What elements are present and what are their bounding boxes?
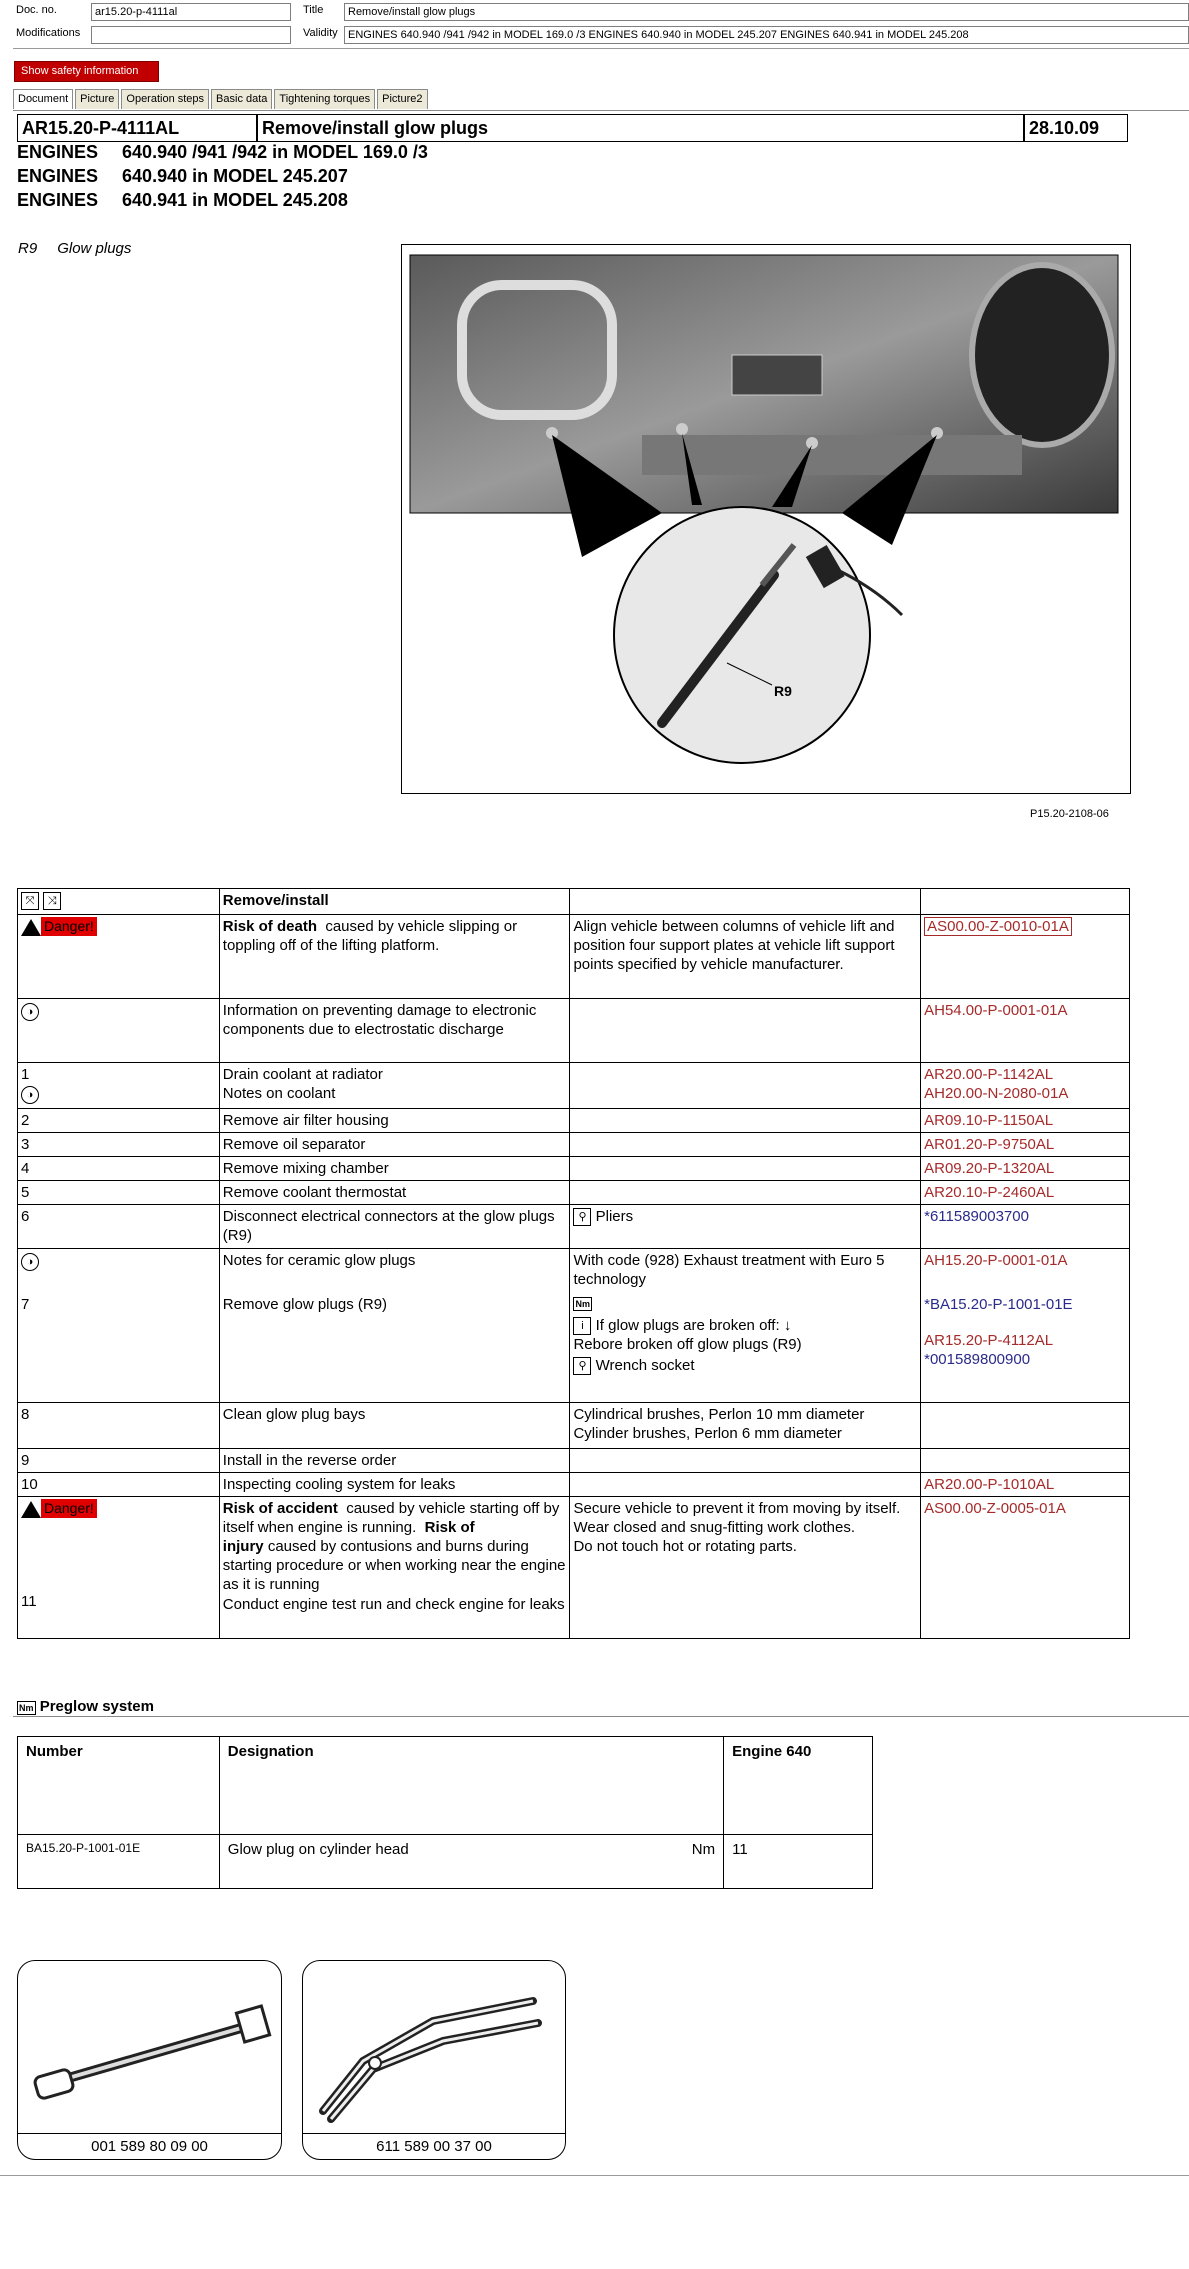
docno-field[interactable]: ar15.20-p-4111al <box>91 3 291 21</box>
engine-photo-illustration <box>402 245 1130 793</box>
validity-label: Validity <box>303 27 338 39</box>
tab-bar <box>13 89 430 109</box>
glow-plug-figure <box>401 244 1131 794</box>
tool-card-wrench-socket[interactable] <box>17 1960 282 2160</box>
title-label: Title <box>303 4 324 16</box>
reference-link[interactable]: AH54.00-P-0001-01A <box>924 1002 1068 1019</box>
reference-link[interactable]: AR20.00-P-1142AL <box>924 1066 1054 1083</box>
table-row: 5 Remove coolant thermostat AR20.10-P-2460AL <box>18 1181 1130 1205</box>
tool-icon: ⚲ <box>573 1357 591 1375</box>
table-row: 2 Remove air filter housing AR09.10-P-1150AL <box>18 1109 1130 1133</box>
torque-reference-link[interactable]: *BA15.20-P-1001-01E <box>924 1296 1073 1313</box>
modifications-field[interactable] <box>91 26 291 44</box>
reference-link[interactable]: AS00.00-Z-0005-01A <box>924 1500 1066 1517</box>
tab-underline <box>13 110 1189 111</box>
warning-triangle-icon <box>21 1501 41 1518</box>
warning-triangle-icon <box>21 919 41 936</box>
tab-tightening-torques[interactable]: Tightening torques <box>274 89 375 109</box>
tool-caption: 611 589 00 37 00 <box>303 2133 565 2159</box>
reference-link[interactable]: AR20.00-P-1010AL <box>924 1476 1055 1493</box>
reference-link[interactable]: AH15.20-P-0001-01A <box>924 1252 1068 1269</box>
table-row: 4 Remove mixing chamber AR09.20-P-1320AL <box>18 1157 1130 1181</box>
info-icon: i <box>573 1317 591 1335</box>
doc-date: 28.10.09 <box>1024 114 1128 142</box>
table-row: 1 ◑ Drain coolant at radiator Notes on coolant AR20.00-P-1142AL AH20.00-N-2080-01A <box>18 1063 1130 1109</box>
validity-field[interactable]: ENGINES 640.940 /941 /942 in MODEL 169.0 /3 ENGINES 640.940 in MODEL 245.207 ENGINES 640.941 in MODEL 245.208 <box>344 26 1189 44</box>
wrench-socket-icon <box>18 1961 281 2131</box>
figure-id: P15.20-2108-06 <box>1030 808 1109 820</box>
reference-link[interactable]: AR09.10-P-1150AL <box>924 1112 1054 1129</box>
tab-picture[interactable]: Picture <box>75 89 119 109</box>
info-circle-icon: ◑ <box>21 1253 39 1271</box>
torque-nm-icon: Nm <box>575 1299 590 1309</box>
table-row: Danger! Risk of death caused by vehicle slipping or toppling off of the lifting platform. Align vehicle between columns of vehicle lift and position four support plates at vehicle lift support points specified by vehicle manufacturer. AS00.00-Z-0010-01A <box>18 915 1130 999</box>
engines-line-1: ENGINES 640.940 /941 /942 in MODEL 169.0 /3 <box>17 142 428 162</box>
table-row: BA15.20-P-1001-01E Glow plug on cylinder head Nm 11 <box>18 1835 873 1889</box>
preglow-heading: Nm Preglow system <box>19 1698 154 1715</box>
table-header-row <box>18 889 1130 915</box>
table-row: 6 Disconnect electrical connectors at the glow plugs (R9) ⚲ Pliers *611589003700 <box>18 1205 1130 1249</box>
table-row: 9 Install in the reverse order <box>18 1449 1130 1473</box>
tool-reference-link[interactable]: *611589003700 <box>924 1208 1029 1225</box>
tab-basic-data[interactable]: Basic data <box>211 89 272 109</box>
tool-reference-link[interactable]: *001589800900 <box>924 1351 1031 1368</box>
tab-document[interactable]: Document <box>13 89 73 109</box>
expand-all-icon[interactable]: ⤧ <box>21 892 39 910</box>
reference-link[interactable]: AR20.10-P-2460AL <box>924 1184 1055 1201</box>
table-row: 8 Clean glow plug bays Cylindrical brushes, Perlon 10 mm diameter Cylinder brushes, Perlon 6 mm diameter <box>18 1403 1130 1449</box>
title-field[interactable]: Remove/install glow plugs <box>344 3 1189 21</box>
pliers-icon <box>303 1961 565 2131</box>
collapse-all-icon[interactable]: ⤨ <box>43 892 61 910</box>
reference-link[interactable]: AR01.20-P-9750AL <box>924 1136 1055 1153</box>
tool-caption: 001 589 80 09 00 <box>18 2133 281 2159</box>
modifications-label: Modifications <box>16 27 81 39</box>
tool-card-pliers[interactable] <box>302 1960 566 2160</box>
table-header-row: Number Designation Engine 640 <box>18 1737 873 1835</box>
engines-line-2: ENGINES 640.940 in MODEL 245.207 <box>17 166 348 186</box>
show-safety-info-button[interactable]: Show safety information <box>14 61 159 82</box>
tightening-torques-table <box>17 1736 873 1889</box>
tab-operation-steps[interactable]: Operation steps <box>121 89 209 109</box>
tool-icon: ⚲ <box>573 1208 591 1226</box>
torque-nm-icon: Nm <box>19 1703 34 1713</box>
info-circle-icon: ◑ <box>21 1086 39 1104</box>
tab-picture2[interactable]: Picture2 <box>377 89 427 109</box>
engines-line-3: ENGINES 640.941 in MODEL 245.208 <box>17 190 348 210</box>
page-bottom-border <box>0 2175 1189 2176</box>
table-row: ◑ 7 Notes for ceramic glow plugs Remove glow plugs (R9) With code (928) Exhaust treatment with Euro 5 technology Nm i If glow plugs are broken off: ↓ Rebore broken off glow plugs (R9) ⚲ Wrench socket AH15.20-P-0001-01A *BA15.20-P-1001-01E AR15.20-P-4112AL *001589800900 <box>18 1249 1130 1403</box>
table-row: 10 Inspecting cooling system for leaks AR20.00-P-1010AL <box>18 1473 1130 1497</box>
arrow-down-icon: ↓ <box>783 1317 792 1334</box>
reference-link[interactable]: AR15.20-P-4112AL <box>924 1332 1054 1349</box>
table-row: 3 Remove oil separator AR01.20-P-9750AL <box>18 1133 1130 1157</box>
reference-link[interactable]: AS00.00-Z-0010-01A <box>924 917 1072 936</box>
header-remove-install: Remove/install <box>219 889 570 915</box>
info-circle-icon: ◑ <box>21 1003 39 1021</box>
docno-label: Doc. no. <box>16 4 57 16</box>
danger-badge: Danger! <box>41 1499 97 1518</box>
reference-link[interactable]: AR09.20-P-1320AL <box>924 1160 1055 1177</box>
figure-legend: R9 Glow plugs <box>18 240 132 257</box>
section-divider <box>13 1716 1189 1717</box>
table-row: Danger! 11 Risk of accident caused by vehicle starting off by itself when engine is running. Risk of injury caused by contusions and burns during starting procedure or when working near the engine as it is running Conduct engine test run and check engine for leaks Secure vehicle to prevent it from moving by itself. Wear closed and snug-fitting work clothes. Do not touch hot or rotating parts. AS00.00-Z-0005-01A <box>18 1497 1130 1639</box>
reference-link[interactable]: AH20.00-N-2080-01A <box>924 1085 1069 1102</box>
header-divider <box>13 48 1189 49</box>
doc-title: Remove/install glow plugs <box>257 114 1024 142</box>
danger-badge: Danger! <box>41 917 97 936</box>
table-row: ◑ Information on preventing damage to electronic components due to electrostatic discharge AH54.00-P-0001-01A <box>18 999 1130 1063</box>
doc-number: AR15.20-P-4111AL <box>17 114 257 142</box>
figure-callout-r9: R9 <box>774 683 792 699</box>
operation-steps-table <box>17 888 1130 1639</box>
